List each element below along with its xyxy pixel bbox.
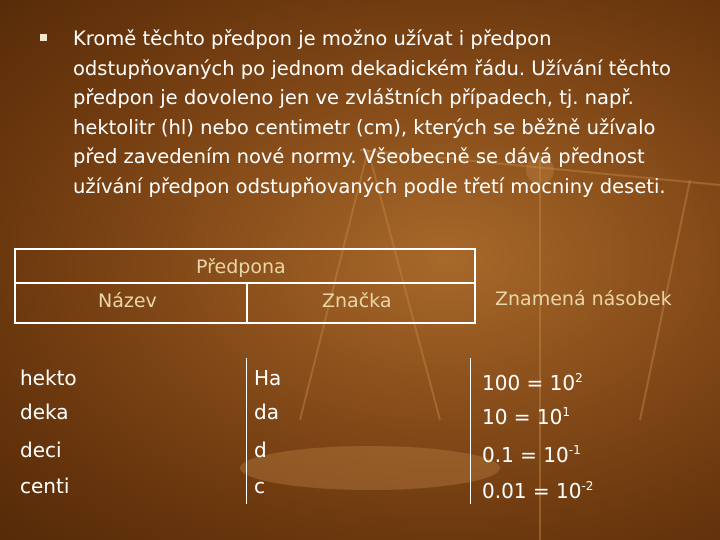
bullet-marker-icon (40, 34, 47, 41)
prefix-group-header: Předpona (196, 256, 286, 278)
prefix-symbol: c (254, 474, 265, 498)
prefix-multiple: $0.01 = 10^{-2}$ (482, 479, 594, 503)
prefix-name: centi (20, 474, 70, 498)
prefix-symbol: d (254, 438, 267, 462)
prefix-symbol: Ha (254, 366, 282, 390)
column-divider (470, 358, 471, 504)
column-divider (246, 358, 247, 504)
prefix-name: hekto (20, 366, 77, 390)
column-header-symbol: Značka (322, 290, 392, 312)
prefix-name: deci (20, 438, 62, 462)
column-header-name: Název (98, 290, 157, 312)
prefix-multiple: $0.1 = 10^{-1}$ (482, 443, 581, 467)
paragraph-text: Kromě těchto předpon je možno užívat i předpon odstupňovaných po jednom dekadickém řádu. Užívání těchto předpon je dovoleno jen ve zvláštních případech, tj. např. hektolitr (hl) nebo centimetr (cm), kterých se běžně užívalo před zavedením nové normy. Všeobecně se dává přednost užívání předpon odstupňovaných podle třetí mocniny deseti. (73, 27, 671, 198)
prefix-multiple: $100 = 10^2$ (482, 371, 583, 395)
prefix-symbol: da (254, 400, 279, 424)
column-header-multiple: Znamená násobek (495, 288, 672, 310)
prefix-table (14, 358, 710, 504)
prefix-multiple: $10 = 10^1$ (482, 405, 571, 429)
prefix-name: deka (20, 400, 69, 424)
